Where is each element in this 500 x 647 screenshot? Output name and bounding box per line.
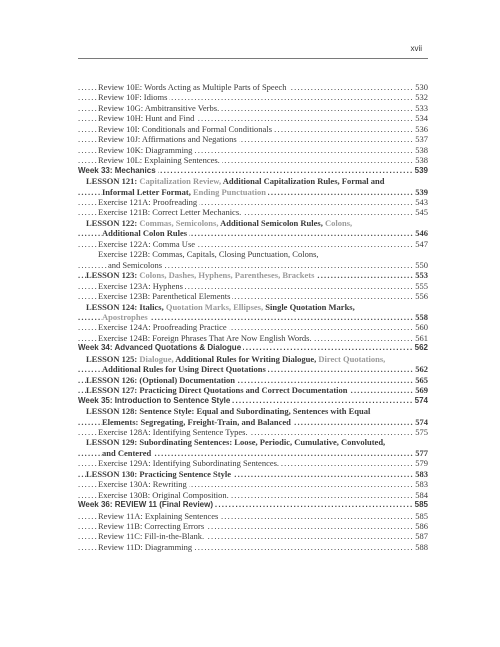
toc-page-number: 530 — [415, 82, 428, 92]
toc-page-number: 583 — [415, 468, 428, 479]
toc-entry-title — [98, 197, 199, 207]
toc-entry-title — [78, 166, 158, 175]
toc-week-heading — [78, 396, 428, 406]
toc-title-part: and Semicolons — [108, 259, 163, 270]
toc-title-part: Exercise 129A: Identifying Subordinating Sentences. — [98, 458, 280, 469]
toc-page-number: 547 — [415, 238, 428, 249]
toc-entry-title — [86, 437, 387, 447]
toc-title-part-highlighted: Direct Quotations, — [318, 353, 386, 364]
toc-title-part: LESSON 123: — [86, 270, 140, 281]
toc-title-part: Exercise 130B: Original Composition. — [98, 489, 229, 500]
toc-title-part: Exercise 128A: Identifying Sentence Types. — [98, 426, 248, 437]
toc-title-part: Review 10I: Conditionals and Formal Conditionals — [98, 123, 273, 134]
toc-page-number: 577 — [415, 447, 428, 458]
toc-title-part-highlighted: Dialogue, — [139, 353, 176, 364]
toc-title-part-highlighted: Colons, Dashes, Hyphens, Parentheses, Brackets — [139, 270, 315, 281]
toc-lesson-entry — [78, 218, 428, 228]
toc-entry-title — [86, 302, 357, 312]
toc-sub-entry-continued — [78, 260, 428, 270]
toc-page-number: 556 — [415, 291, 428, 302]
toc-page-number: 569 — [415, 385, 428, 396]
toc-title-part: Exercise 130A: Rewriting — [98, 479, 187, 490]
toc-entry-title — [78, 500, 215, 509]
toc-title-part: Review 11B: Correcting Errors — [98, 521, 205, 532]
toc-page-number: 534 — [415, 113, 428, 124]
toc-entry-title — [86, 385, 350, 395]
toc-lesson-entry — [78, 176, 428, 186]
toc-sub-entry — [78, 479, 428, 489]
toc-title-part: Exercise 122A: Comma Use — [98, 238, 196, 249]
toc-lesson-entry — [78, 437, 428, 447]
toc-title-part-highlighted: Ending Punctuation — [192, 186, 266, 197]
toc-title-part: Review 11C: Fill-in-the-Blank. — [98, 531, 205, 542]
toc-lesson-entry — [78, 469, 428, 479]
toc-page-number: 532 — [415, 92, 428, 103]
toc-entry-title — [98, 82, 289, 92]
toc-page-number: 539 — [414, 165, 428, 175]
toc-title-part: Exercise 123A: Hyphens — [98, 280, 183, 291]
toc-lesson-entry-continued — [78, 187, 428, 197]
toc-page-number: 561 — [415, 332, 428, 343]
toc-entry-title — [86, 469, 233, 479]
toc-title-part: Additional Semicolon Rules, — [220, 217, 325, 228]
toc-lesson-entry — [78, 406, 428, 416]
toc-title-part: Review 10G: Ambitransitive Verbs. — [98, 102, 220, 113]
toc-sub-entry — [78, 511, 428, 521]
toc-sub-entry — [78, 82, 428, 92]
toc-title-part: Week 36: REVIEW 11 (Final Review) — [78, 500, 214, 510]
toc-entry-title — [86, 375, 237, 385]
toc-week-heading — [78, 500, 428, 510]
toc-title-part: Week 35: Introduction to Sentence Style — [78, 395, 231, 405]
toc-week-heading — [78, 343, 428, 353]
toc-title-part: Week 34: Advanced Quotations & Dialogue — [78, 343, 242, 353]
toc-title-part-highlighted: Capitalization Review, — [139, 176, 223, 187]
toc-lesson-entry-continued — [78, 312, 428, 322]
toc-entry-title — [98, 281, 185, 291]
toc-sub-entry — [78, 542, 428, 552]
toc-entry-title — [102, 312, 150, 322]
table-of-contents — [78, 82, 428, 552]
toc-title-part: Informal Letter Format, — [102, 186, 193, 197]
toc-title-part: Review 11A: Explaining Sentences — [98, 510, 219, 521]
toc-entry-title — [86, 270, 316, 280]
toc-entry-title — [98, 458, 281, 468]
toc-sub-entry — [78, 490, 428, 500]
toc-sub-entry — [78, 249, 428, 259]
toc-entry-title — [86, 406, 372, 416]
toc-page-number: 539 — [415, 186, 428, 197]
toc-sub-entry — [78, 103, 428, 113]
toc-title-part: LESSON 122: — [86, 217, 140, 228]
toc-entry-title — [98, 145, 194, 155]
toc-lesson-entry — [78, 302, 428, 312]
toc-entry-title — [98, 103, 221, 113]
toc-entry-title — [102, 364, 268, 374]
header-rule — [78, 58, 428, 59]
toc-page-number: 562 — [415, 364, 428, 375]
toc-title-part: Review 10E: Words Acting as Multiple Parts of Speech — [98, 82, 287, 92]
toc-entry-title — [102, 448, 153, 458]
toc-title-part: Additional Rules for Using Direct Quotations — [102, 364, 266, 375]
toc-page-number: 574 — [414, 395, 428, 405]
toc-entry-title — [98, 542, 194, 552]
toc-title-part-highlighted: Apostrophes — [102, 311, 148, 322]
toc-sub-entry — [78, 134, 428, 144]
toc-title-part: Exercise 122B: Commas, Capitals, Closing Punctuation, Colons, — [98, 249, 319, 260]
toc-title-part: LESSON 121: — [86, 176, 140, 187]
toc-page-number: 585 — [414, 500, 428, 510]
toc-entry-title — [98, 207, 243, 217]
toc-entry-title — [98, 333, 314, 343]
toc-lesson-entry-continued — [78, 417, 428, 427]
toc-entry-title — [98, 113, 196, 123]
toc-sub-entry — [78, 521, 428, 531]
toc-title-part: Week 33: Mechanics — [78, 165, 156, 175]
toc-page-number: 562 — [414, 343, 428, 353]
toc-sub-entry — [78, 197, 428, 207]
toc-page-number: 586 — [415, 521, 428, 532]
toc-entry-title — [98, 511, 220, 521]
toc-title-part: LESSON 124: Italics, — [86, 301, 166, 312]
toc-entry-title — [78, 396, 232, 405]
toc-page-number: 575 — [415, 426, 428, 437]
toc-title-part: Review 11D: Diagramming — [98, 541, 193, 552]
toc-page-number: 560 — [415, 322, 428, 333]
toc-sub-entry — [78, 239, 428, 249]
toc-sub-entry — [78, 281, 428, 291]
toc-entry-title — [102, 228, 189, 238]
toc-title-part: LESSON 126: (Optional) Documentation — [86, 374, 235, 385]
toc-page-number: 537 — [415, 134, 428, 145]
toc-page-number: 574 — [415, 416, 428, 427]
toc-title-part: Review 10H: Hunt and Find — [98, 113, 195, 124]
toc-sub-entry — [78, 322, 428, 332]
toc-entry-title — [98, 521, 206, 531]
toc-sub-entry — [78, 458, 428, 468]
toc-sub-entry — [78, 427, 428, 437]
toc-page-number: 545 — [415, 207, 428, 218]
toc-sub-entry — [78, 92, 428, 102]
toc-title-part: Exercise 123B: Parenthetical Elements — [98, 291, 231, 302]
toc-title-part-highlighted: Quotation Marks, Ellipses, — [165, 301, 266, 312]
toc-lesson-entry-continued — [78, 448, 428, 458]
toc-title-part: LESSON 130: Practicing Sentence Style — [86, 468, 231, 479]
toc-title-part: Elements: Segregating, Freight-Train, and Balanced — [102, 416, 291, 427]
toc-page-number: 558 — [415, 311, 428, 322]
toc-lesson-entry-continued — [78, 228, 428, 238]
toc-entry-title — [98, 124, 274, 134]
toc-lesson-entry — [78, 375, 428, 385]
toc-title-part: LESSON 127: Practicing Direct Quotations and Correct Documentation — [86, 385, 348, 396]
toc-week-heading — [78, 166, 428, 176]
toc-sub-entry — [78, 531, 428, 541]
toc-title-part: LESSON 125: — [86, 353, 140, 364]
toc-title-part: Review 10K: Diagramming — [98, 144, 193, 155]
toc-page-number: 553 — [415, 270, 428, 281]
toc-page-number: 546 — [415, 228, 428, 239]
toc-entry-title — [108, 260, 164, 270]
toc-title-part: Additional Capitalization Rules, Formal and — [222, 176, 385, 187]
toc-entry-title — [98, 531, 206, 541]
toc-entry-title — [98, 249, 321, 259]
toc-page-number: 538 — [415, 155, 428, 166]
toc-page-number: 555 — [415, 280, 428, 291]
toc-lesson-entry-continued — [78, 364, 428, 374]
toc-entry-title — [98, 490, 231, 500]
toc-sub-entry — [78, 291, 428, 301]
toc-entry-title — [98, 92, 169, 102]
toc-entry-title — [98, 134, 239, 144]
toc-page-number: 579 — [415, 458, 428, 469]
toc-title-part: Review 10J: Affirmations and Negations — [98, 134, 237, 145]
toc-sub-entry — [78, 145, 428, 155]
toc-page-number: 565 — [415, 374, 428, 385]
toc-entry-title — [86, 354, 387, 364]
toc-title-part: Exercise 124B: Foreign Phrases That Are Now English Words. — [98, 332, 312, 343]
page-number: xvii — [410, 44, 422, 53]
toc-title-part: Single Quotation Marks, — [265, 301, 355, 312]
toc-entry-title — [98, 427, 250, 437]
toc-title-part: Exercise 121A: Proofreading — [98, 196, 198, 207]
toc-title-part: Exercise 121B: Correct Letter Mechanics. — [98, 207, 242, 218]
toc-lesson-entry — [78, 270, 428, 280]
toc-entry-title — [78, 343, 243, 352]
toc-title-part: Exercise 124A: Proofreading Practice — [98, 322, 227, 333]
toc-entry-title — [86, 218, 354, 228]
toc-entry-title — [102, 417, 293, 427]
toc-sub-entry — [78, 333, 428, 343]
toc-title-part: Additional Colon Rules — [102, 228, 188, 239]
toc-title-part: LESSON 129: Subordinating Sentences: Loose, Periodic, Cumulative, Convoluted, — [86, 437, 386, 448]
toc-sub-entry — [78, 207, 428, 217]
toc-entry-title — [98, 479, 189, 489]
toc-page-number: 533 — [415, 102, 428, 113]
toc-lesson-entry — [78, 385, 428, 395]
toc-page-number: 588 — [415, 541, 428, 552]
toc-lesson-entry — [78, 354, 428, 364]
toc-title-part: and Centered — [102, 447, 152, 458]
toc-sub-entry — [78, 124, 428, 134]
toc-entry-title — [102, 187, 268, 197]
toc-entry-title — [98, 239, 197, 249]
toc-title-part-highlighted: Commas, Semicolons, — [139, 217, 221, 228]
toc-page-number: 536 — [415, 123, 428, 134]
toc-title-part-highlighted: Colons, — [324, 217, 353, 228]
toc-sub-entry — [78, 113, 428, 123]
toc-entry-title — [98, 291, 232, 301]
toc-page-number: 538 — [415, 144, 428, 155]
toc-page-number: 550 — [415, 259, 428, 270]
toc-sub-entry — [78, 155, 428, 165]
toc-page-number: 543 — [415, 196, 428, 207]
toc-page-number: 585 — [415, 510, 428, 521]
toc-title-part: LESSON 128: Sentence Style: Equal and Subordinating, Sentences with Equal — [86, 406, 371, 417]
toc-title-part: Review 10L: Explaining Sentences. — [98, 155, 220, 166]
toc-page-number: 587 — [415, 531, 428, 542]
toc-page-number: 583 — [415, 479, 428, 490]
toc-title-part: Review 10F: Idioms — [98, 92, 168, 103]
toc-page-number: 584 — [415, 489, 428, 500]
toc-entry-title — [86, 176, 387, 186]
toc-entry-title — [98, 322, 229, 332]
toc-entry-title — [98, 155, 222, 165]
toc-title-part: Additional Rules for Writing Dialogue, — [175, 353, 319, 364]
